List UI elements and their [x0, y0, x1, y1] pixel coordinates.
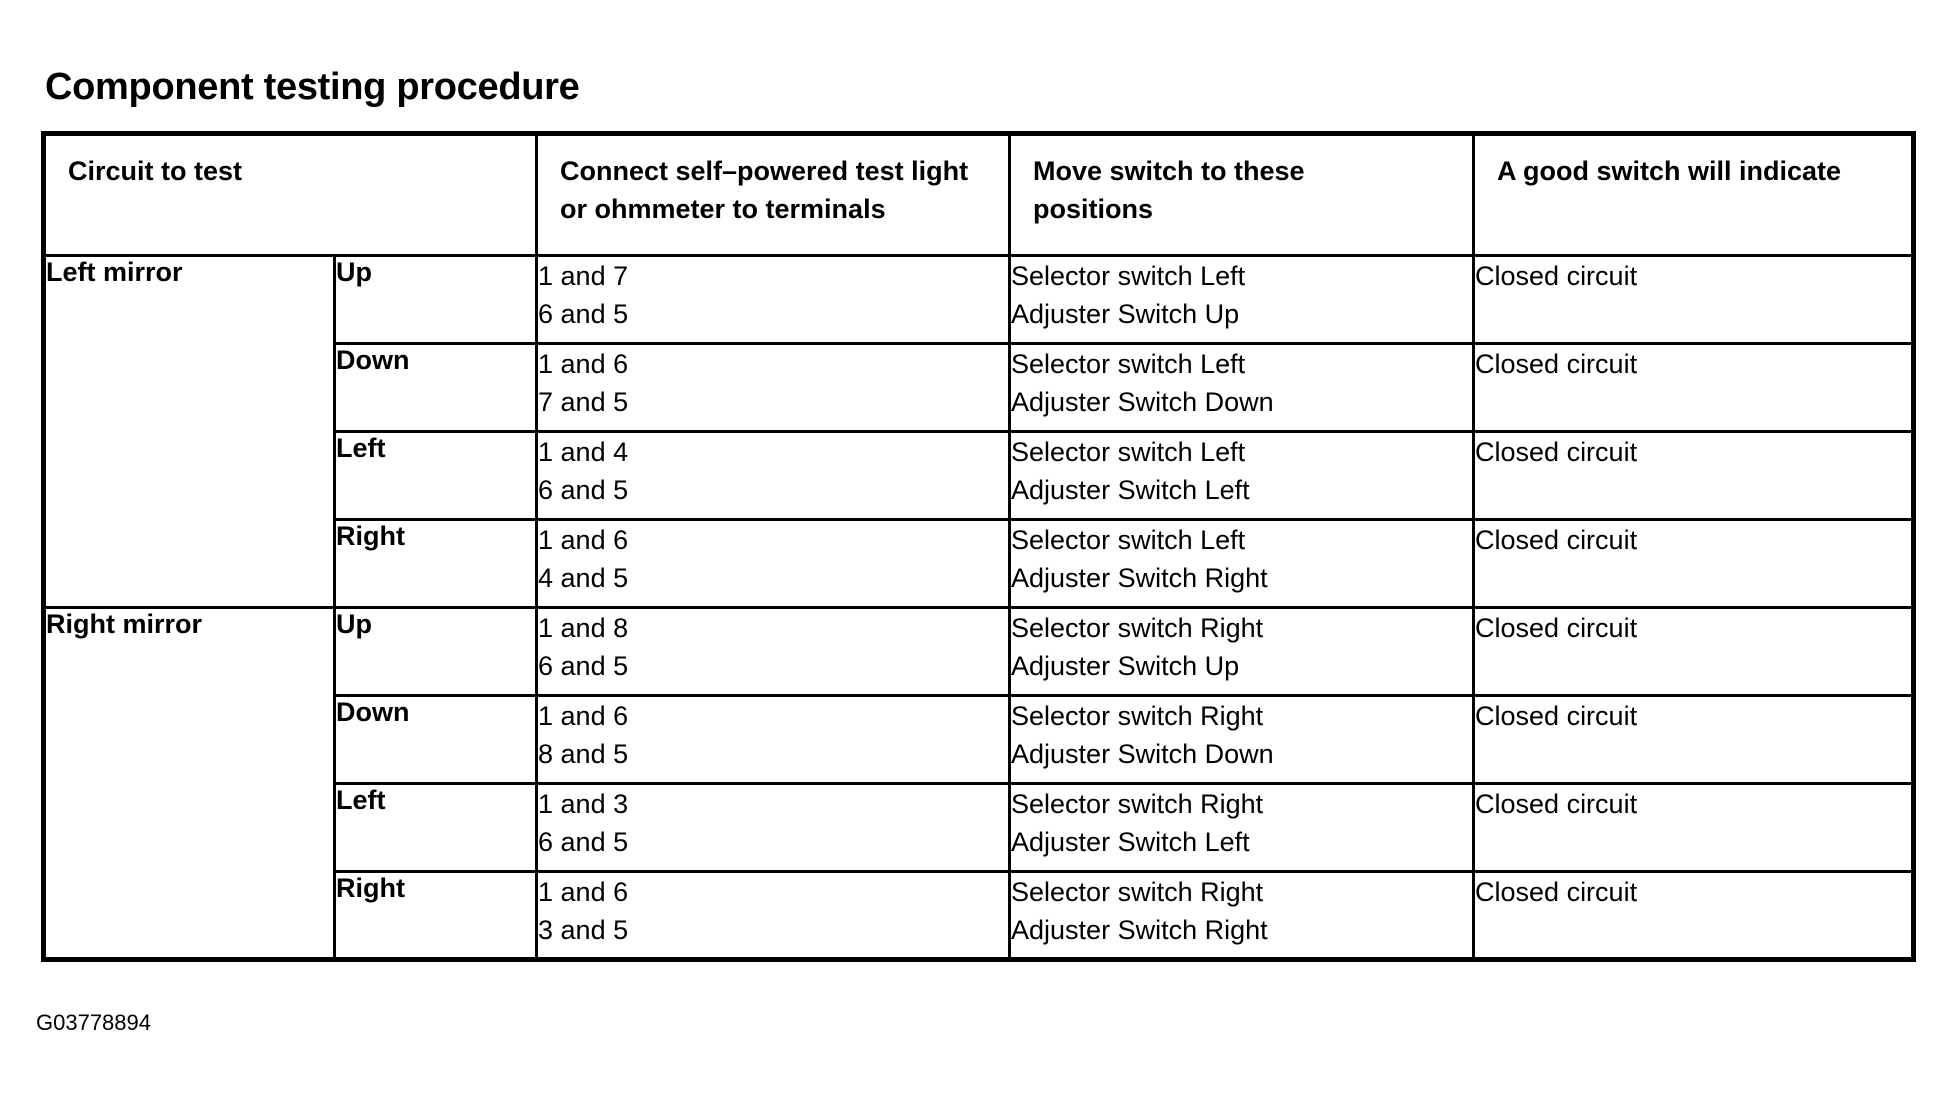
result-cell: Closed circuit: [1474, 784, 1914, 872]
terminals-cell: 1 and 6 7 and 5: [537, 344, 1010, 432]
header-connect: Connect self–powered test light or ohmmeter to terminals: [537, 134, 1010, 256]
result-cell: Closed circuit: [1474, 344, 1914, 432]
direction-cell: Down: [335, 696, 537, 784]
positions-cell: Selector switch Right Adjuster Switch Left: [1010, 784, 1474, 872]
positions-cell: Selector switch Left Adjuster Switch Right: [1010, 520, 1474, 608]
terminals-cell: 1 and 8 6 and 5: [537, 608, 1010, 696]
table-row: [44, 256, 1914, 344]
direction-cell: Down: [335, 344, 537, 432]
result-cell: Closed circuit: [1474, 432, 1914, 520]
header-indicate: A good switch will indicate: [1474, 134, 1914, 256]
direction-cell: Right: [335, 872, 537, 960]
direction-cell: Up: [335, 608, 537, 696]
result-cell: Closed circuit: [1474, 520, 1914, 608]
positions-cell: Selector switch Left Adjuster Switch Up: [1010, 256, 1474, 344]
terminals-cell: 1 and 4 6 and 5: [537, 432, 1010, 520]
terminals-cell: 1 and 6 3 and 5: [537, 872, 1010, 960]
positions-cell: Selector switch Left Adjuster Switch Down: [1010, 344, 1474, 432]
terminals-cell: 1 and 7 6 and 5: [537, 256, 1010, 344]
terminals-cell: 1 and 6 8 and 5: [537, 696, 1010, 784]
figure-id: G03778894: [36, 1010, 151, 1035]
result-cell: Closed circuit: [1474, 256, 1914, 344]
page-title: Component testing procedure: [45, 66, 580, 108]
positions-cell: Selector switch Right Adjuster Switch Right: [1010, 872, 1474, 960]
mirror-label: Left mirror: [44, 256, 335, 608]
direction-cell: Left: [335, 432, 537, 520]
positions-cell: Selector switch Right Adjuster Switch Down: [1010, 696, 1474, 784]
direction-cell: Up: [335, 256, 537, 344]
direction-cell: Right: [335, 520, 537, 608]
header-row: [44, 134, 1914, 256]
direction-cell: Left: [335, 784, 537, 872]
result-cell: Closed circuit: [1474, 608, 1914, 696]
result-cell: Closed circuit: [1474, 872, 1914, 960]
table-row: [44, 608, 1914, 696]
header-move: Move switch to these positions: [1010, 134, 1474, 256]
procedure-table: [41, 131, 1916, 962]
terminals-cell: 1 and 6 4 and 5: [537, 520, 1010, 608]
result-cell: Closed circuit: [1474, 696, 1914, 784]
positions-cell: Selector switch Left Adjuster Switch Left: [1010, 432, 1474, 520]
mirror-label: Right mirror: [44, 608, 335, 960]
terminals-cell: 1 and 3 6 and 5: [537, 784, 1010, 872]
header-circuit: Circuit to test: [44, 134, 537, 256]
positions-cell: Selector switch Right Adjuster Switch Up: [1010, 608, 1474, 696]
